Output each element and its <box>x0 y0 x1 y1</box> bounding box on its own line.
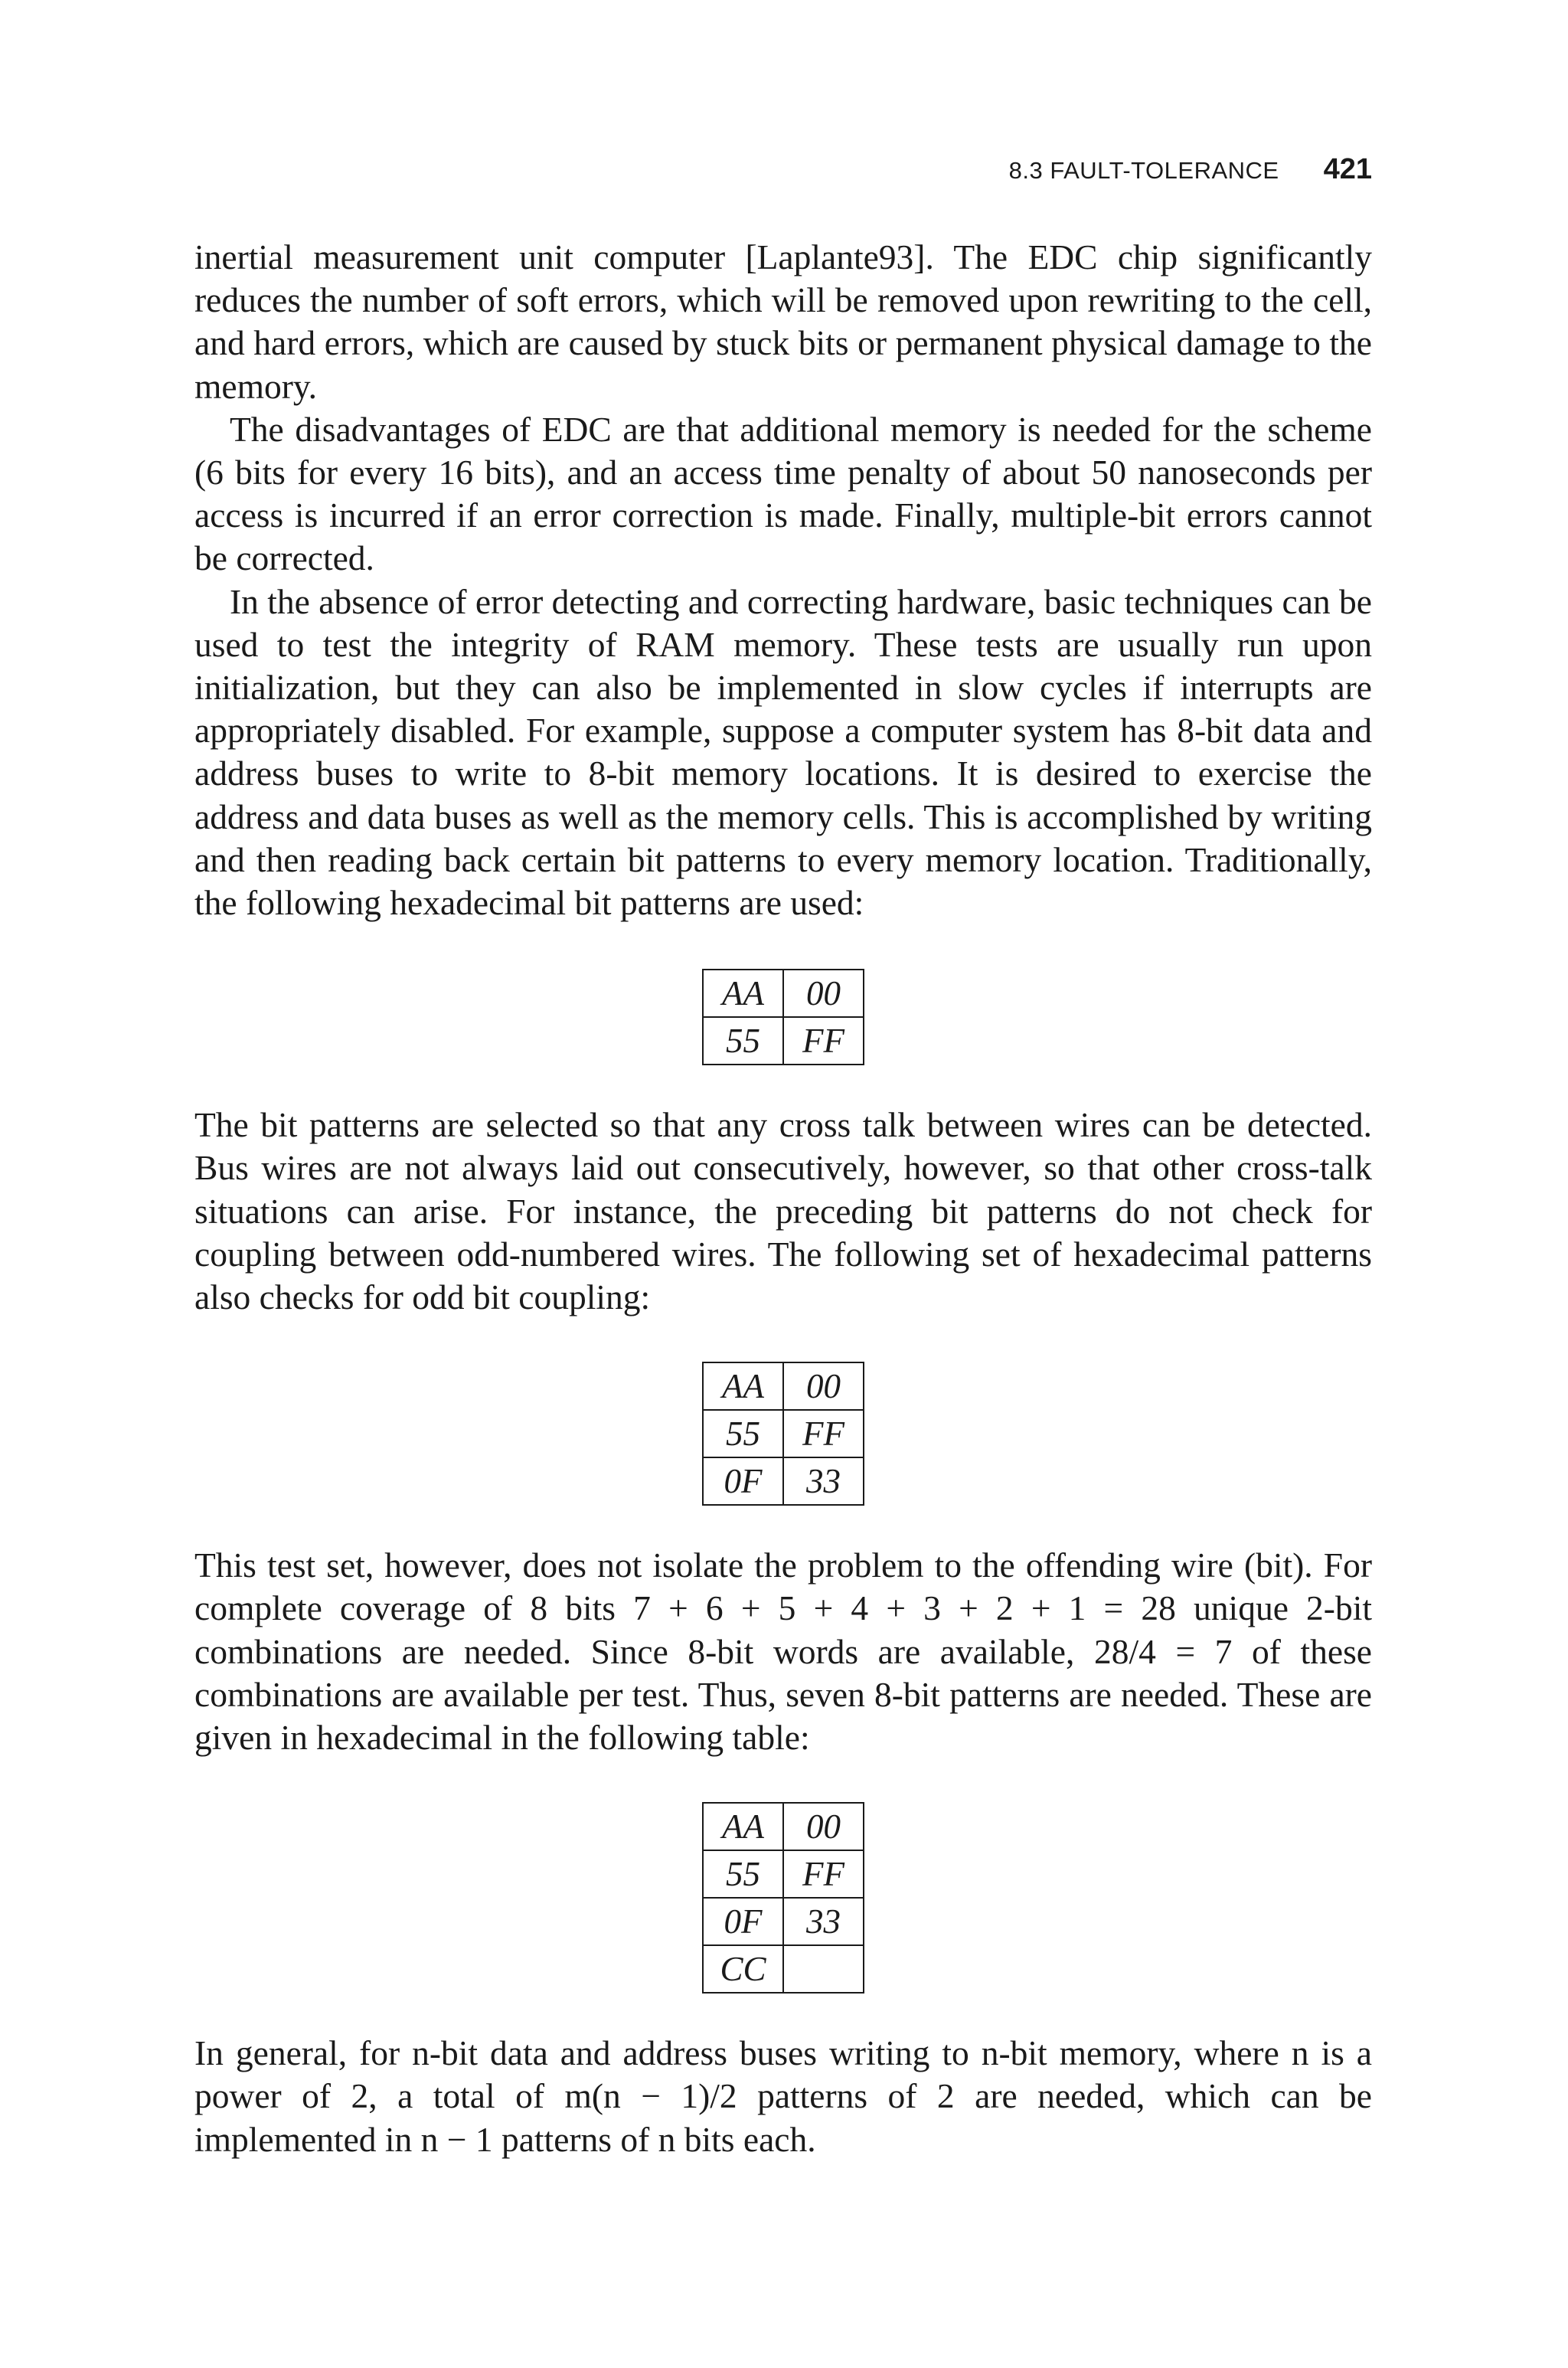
hex-pattern-table-3 <box>194 1802 1372 1994</box>
table-cell: FF <box>783 1850 864 1898</box>
table-cell: FF <box>783 1017 864 1065</box>
table-cell: 55 <box>703 1410 783 1457</box>
paragraph-3: In the absence of error detecting and correcting hardware, basic techniques can be used to test the integrity of RAM memory. These tests are usually run upon initialization, but they can also be implemented in slow cycles if interrupts are appropriately disabled. For example, suppose a computer system has 8-bit data and address buses to write to 8-bit memory locations. It is desired to exercise the address and data buses as well as the memory cells. This is accomplished by writing and then reading back certain bit patterns to every memory location. Traditionally, the following hexadecimal bit patterns are used: <box>194 581 1372 923</box>
table-cell: AA <box>703 1362 783 1410</box>
paragraph-1: inertial measurement unit computer [Laplante93]. The EDC chip significantly reduces the number of soft errors, which will be removed upon rewriting to the cell, and hard errors, which are caused by stuck bits or permanent physical damage to the memory. <box>194 237 1372 406</box>
body-text <box>194 236 1372 2161</box>
table-cell: 00 <box>783 970 864 1017</box>
hex-table <box>702 1362 864 1506</box>
paragraph-6: In general, for n-bit data and address buses writing to n-bit memory, where n is a power of 2, a total of m(n − 1)/2 patterns of 2 are needed, which can be implemented in n − 1 patterns of n bits each. <box>194 2033 1372 2159</box>
table-row <box>703 1945 864 1993</box>
table-cell: 55 <box>703 1850 783 1898</box>
table-row <box>703 970 864 1017</box>
table-cell: 33 <box>783 1457 864 1505</box>
table-cell: 00 <box>783 1803 864 1850</box>
running-header <box>1009 153 1372 186</box>
table-cell <box>783 1945 864 1993</box>
table-cell: 0F <box>703 1898 783 1945</box>
table-row <box>703 1410 864 1457</box>
table-cell: AA <box>703 1803 783 1850</box>
table-cell: 0F <box>703 1457 783 1505</box>
paragraph-2: The disadvantages of EDC are that additional memory is needed for the scheme (6 bits for every 16 bits), and an access time penalty of about 50 nanoseconds per access is incurred if an error correction is made. Finally, multiple-bit errors cannot be corrected. <box>194 409 1372 578</box>
hex-table <box>702 969 864 1065</box>
hex-table <box>702 1802 864 1994</box>
page-number: 421 <box>1323 153 1372 185</box>
hex-pattern-table-1 <box>194 969 1372 1065</box>
table-cell: 33 <box>783 1898 864 1945</box>
table-row <box>703 1457 864 1505</box>
table-cell: FF <box>783 1410 864 1457</box>
paragraph-5: This test set, however, does not isolate the problem to the offending wire (bit). For complete coverage of 8 bits 7 + 6 + 5 + 4 + 3 + 2 + 1 = 28 unique 2-bit combinations are needed. Since 8-bit words are available, 28/4 = 7 of these combinations are available per test. Thus, seven 8-bit patterns are needed. These are given in hexadecimal in the following table: <box>194 1545 1372 1758</box>
table-cell: 55 <box>703 1017 783 1065</box>
table-row <box>703 1362 864 1410</box>
paragraph-4: The bit patterns are selected so that any cross talk between wires can be detected. Bus wires are not always laid out consecutively, however, so that other cross-talk situations can arise. For instance, the preceding bit patterns do not check for coupling between odd-numbered wires. The following set of hexadecimal patterns also checks for odd bit coupling: <box>194 1105 1372 1317</box>
section-title: 8.3 FAULT-TOLERANCE <box>1008 157 1279 184</box>
table-cell: 00 <box>783 1362 864 1410</box>
table-row <box>703 1803 864 1850</box>
table-row <box>703 1898 864 1945</box>
table-row <box>703 1017 864 1065</box>
table-cell: CC <box>703 1945 783 1993</box>
table-row <box>703 1850 864 1898</box>
hex-pattern-table-2 <box>194 1362 1372 1506</box>
table-cell: AA <box>703 970 783 1017</box>
